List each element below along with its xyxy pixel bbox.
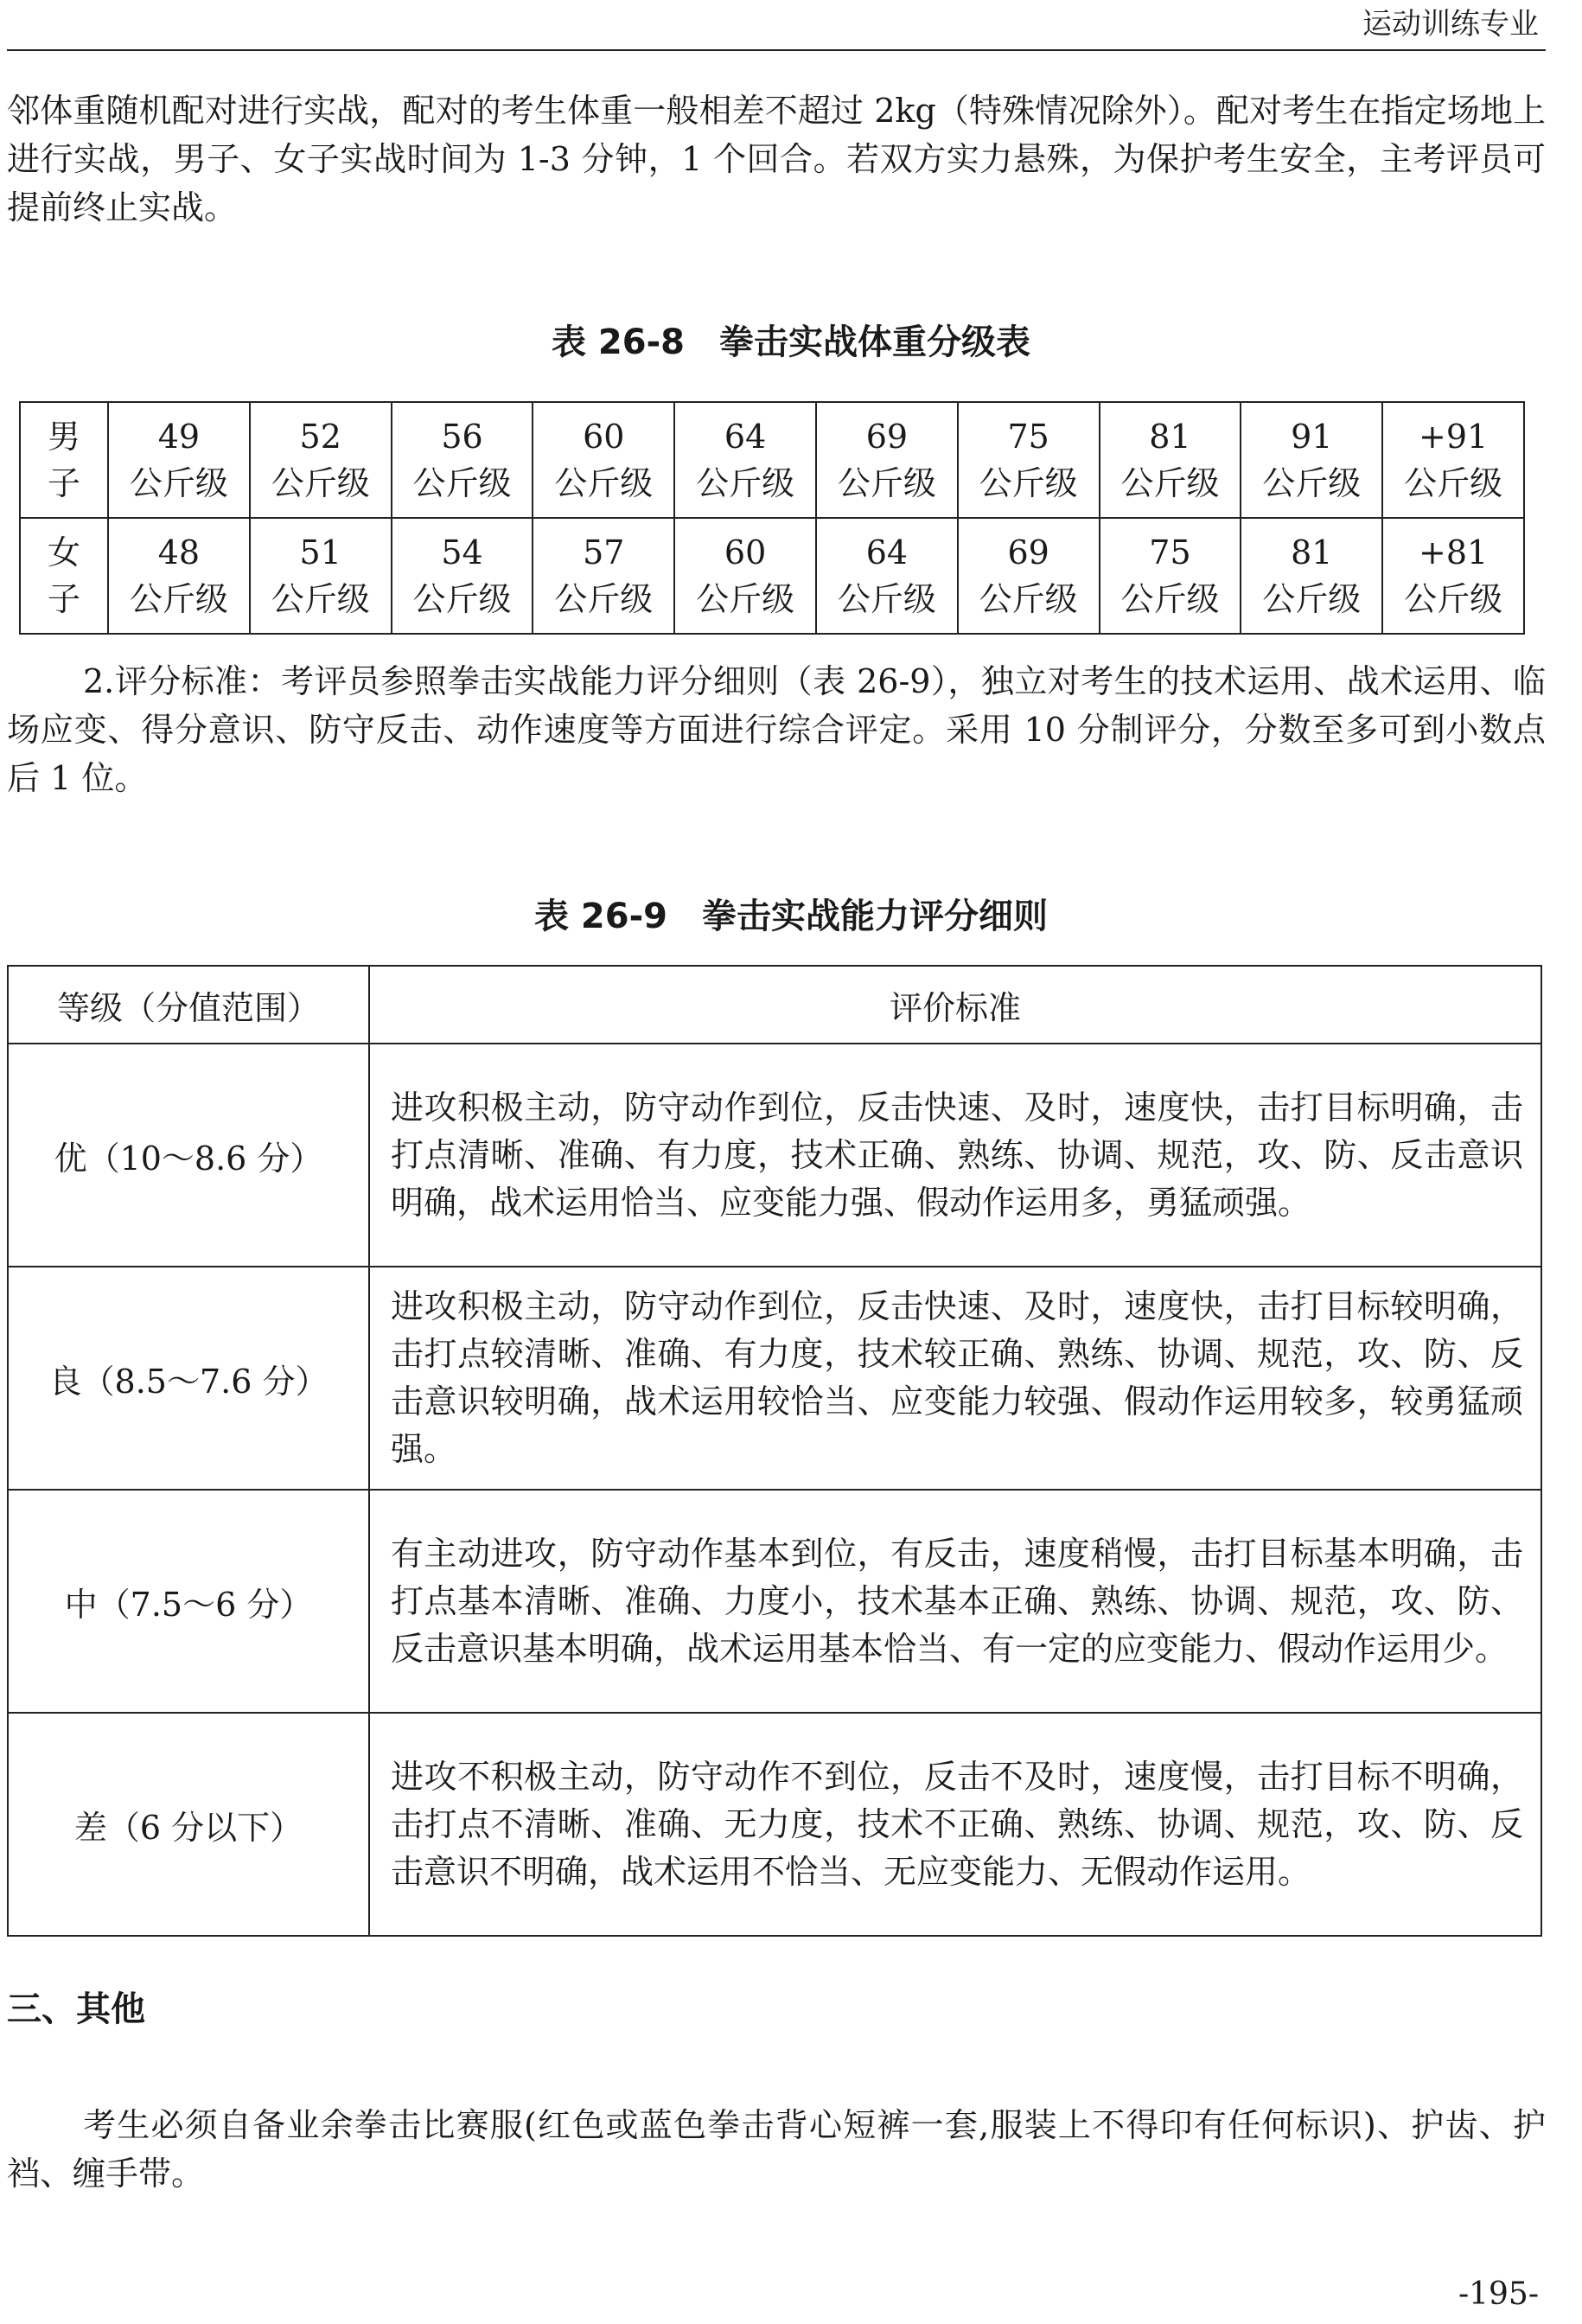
weight-cell: 69 公斤级 bbox=[958, 518, 1100, 634]
weight-cell: 81 公斤级 bbox=[1241, 518, 1382, 634]
intro-paragraph: 邻体重随机配对进行实战，配对的考生体重一般相差不超过 2kg（特殊情况除外）。配对考生在指定场地上进行实战，男子、女子实战时间为 1-3 分钟，1 个回合。若双方实力悬殊，为保护考生安全，主考评员可提前终止实战。 bbox=[7, 92, 1546, 227]
grade-column-header: 等级（分值范围） bbox=[8, 966, 369, 1044]
grade-cell: 优（10～8.6 分） bbox=[8, 1044, 369, 1267]
weight-cell: 52 公斤级 bbox=[250, 402, 392, 518]
weight-cell: 57 公斤级 bbox=[533, 518, 674, 634]
grade-cell: 差（6 分以下） bbox=[8, 1713, 369, 1936]
criteria-cell: 有主动进攻，防守动作基本到位，有反击，速度稍慢，击打目标基本明确，击打点基本清晰、准确、力度小，技术基本正确、熟练、协调、规范，攻、防、反击意识基本明确，战术运用基本恰当、有一定的应变能力、假动作运用少。 bbox=[369, 1490, 1541, 1713]
weight-cell: 60 公斤级 bbox=[533, 402, 674, 518]
weight-cell: +81 公斤级 bbox=[1382, 518, 1524, 634]
running-header: 运动训练专业 bbox=[1362, 7, 1539, 42]
criteria-cell: 进攻不积极主动，防守动作不到位，反击不及时，速度慢，击打目标不明确，击打点不清晰、准确、无力度，技术不正确、熟练、协调、规范，攻、防、反击意识不明确，战术运用不恰当、无应变能力、无假动作运用。 bbox=[369, 1713, 1541, 1936]
weight-cell: 75 公斤级 bbox=[1100, 518, 1241, 634]
table-row bbox=[8, 1490, 1541, 1713]
weight-cell: 60 公斤级 bbox=[674, 518, 816, 634]
table-row bbox=[8, 1713, 1541, 1936]
weight-cell: 54 公斤级 bbox=[392, 518, 533, 634]
female-label: 女 子 bbox=[20, 518, 108, 634]
weight-cell: +91 公斤级 bbox=[1382, 402, 1524, 518]
scoring-paragraph: 2.评分标准：考评员参照拳击实战能力评分细则（表 26-9），独立对考生的技术运用、战术运用、临场应变、得分意识、防守反击、动作速度等方面进行综合评定。采用 10 分制评分，分数至多可到小数点后 1 位。 bbox=[7, 662, 1546, 797]
weight-cell: 64 公斤级 bbox=[816, 518, 958, 634]
equipment-paragraph: 考生必须自备业余拳击比赛服(红色或蓝色拳击背心短裤一套,服装上不得印有任何标识)、护齿、护裆、缠手带。 bbox=[7, 2106, 1546, 2193]
table-row bbox=[8, 1267, 1541, 1490]
female-row bbox=[20, 518, 1524, 634]
criteria-cell: 进攻积极主动，防守动作到位，反击快速、及时，速度快，击打目标较明确，击打点较清晰、准确、有力度，技术较正确、熟练、协调、规范，攻、防、反击意识较明确，战术运用较恰当、应变能力较强、假动作运用较多，较勇猛顽强。 bbox=[369, 1267, 1541, 1490]
table-row bbox=[8, 1044, 1541, 1267]
scoring-criteria-table bbox=[7, 965, 1542, 1937]
header-divider bbox=[7, 49, 1546, 51]
male-label: 男 子 bbox=[20, 402, 108, 518]
criteria-column-header: 评价标准 bbox=[369, 966, 1541, 1044]
weight-cell: 64 公斤级 bbox=[674, 402, 816, 518]
weight-cell: 91 公斤级 bbox=[1241, 402, 1382, 518]
weight-cell: 48 公斤级 bbox=[108, 518, 250, 634]
section-heading-other: 三、其他 bbox=[7, 1989, 145, 2029]
table-26-9-caption: 表 26-9 拳击实战能力评分细则 bbox=[533, 897, 1049, 936]
weight-cell: 49 公斤级 bbox=[108, 402, 250, 518]
page-number: -195- bbox=[1458, 2276, 1539, 2312]
male-row bbox=[20, 402, 1524, 518]
weight-cell: 56 公斤级 bbox=[392, 402, 533, 518]
weight-cell: 51 公斤级 bbox=[250, 518, 392, 634]
weight-class-table bbox=[19, 401, 1525, 635]
weight-cell: 75 公斤级 bbox=[958, 402, 1100, 518]
weight-cell: 81 公斤级 bbox=[1100, 402, 1241, 518]
table-26-8-caption: 表 26-8 拳击实战体重分级表 bbox=[551, 322, 1031, 362]
weight-cell: 69 公斤级 bbox=[816, 402, 958, 518]
grade-cell: 中（7.5～6 分） bbox=[8, 1490, 369, 1713]
table-header-row bbox=[8, 966, 1541, 1044]
grade-cell: 良（8.5～7.6 分） bbox=[8, 1267, 369, 1490]
criteria-cell: 进攻积极主动，防守动作到位，反击快速、及时，速度快，击打目标明确，击打点清晰、准确、有力度，技术正确、熟练、协调、规范，攻、防、反击意识明确，战术运用恰当、应变能力强、假动作运用多，勇猛顽强。 bbox=[369, 1044, 1541, 1267]
